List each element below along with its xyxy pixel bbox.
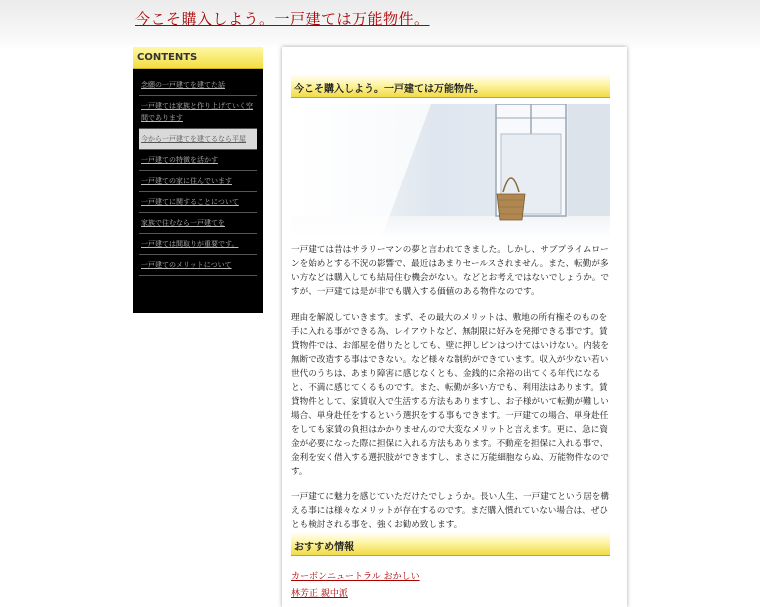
sidebar-item-link[interactable]: 一戸建てのメリットについて xyxy=(139,255,257,276)
recommend-heading: おすすめ情報 xyxy=(291,532,610,556)
main-content xyxy=(282,47,627,607)
intro-paragraph: 一戸建ては昔はサラリーマンの夢と言われてきました。しかし、サブプライムローンを始めとする不況の影響で、最近はあまりセールスされません。また、転勤が多い方などは購入しても結局住む機会がない。などとお考えではないでしょうか。ですが、一戸建ては是が非でも購入する価値のある物件なのです。 xyxy=(291,245,609,297)
sidebar-item-link[interactable]: 一戸建ては間取りが重要です。 xyxy=(139,234,257,255)
sidebar-nav xyxy=(133,75,263,276)
hero-image xyxy=(291,104,610,239)
sidebar xyxy=(133,47,263,313)
sidebar-header: CONTENTS xyxy=(133,47,263,69)
reason-paragraph: 理由を解説していきます。まず、その最大のメリットは、敷地の所有権そのものを手に入れる事ができる為、レイアウトなど、無制限に好みを発揮できる事です。賃貸物件では、お部屋を借りたとしても、壁に押しピンはつけてはいけない。内装を無断で改造する事はできない。など様々な制約ができています。収入が少ない若い世代のうちは、あまり障害に感じなくとも、金銭的に余裕の出てくる年代になると、不満に感じてくるものです。また、転勤が多い方でも、利用法はあります。賃貸物件として、家賃収入で生活する方法もありますし、お子様がいて転勤が難しい場合、単身赴任をするという選択をする事もできます。一戸建ての場合、単身赴任をしても家賃の負担はかかりませんので大変なメリットと言えます。更に、急に資金が必要になった際に担保に入れる方法もあります。不動産を担保に入れる事で、金利を安く借入する選択肢ができますし、まさに万能細胞ならぬ、万能物件なのです。 xyxy=(291,313,609,477)
closing-paragraph: 一戸建てに魅力を感じていただけたでしょうか。長い人生、一戸建てという居を構える事には様々なメリットが存在するのです。まだ購入慣れていない場合は、ぜひとも検討される事を、強くお勧め致します。 xyxy=(291,492,609,530)
room-photo-illustration xyxy=(291,104,610,239)
sidebar-item-link[interactable]: 一戸建ての家に住んでいます xyxy=(139,171,257,192)
sidebar-item-link[interactable]: 念願の一戸建てを建てた話 xyxy=(139,75,257,96)
recommend-link[interactable]: カーボンニュートラル おかしい xyxy=(291,572,420,582)
sidebar-item-link[interactable]: 一戸建ての特徴を活かす xyxy=(139,150,257,171)
site-title-link[interactable]: 今こそ購入しよう。一戸建ては万能物件。 xyxy=(135,10,430,28)
sidebar-item-link[interactable]: 一戸建ては家族と作り上げていく空間であります xyxy=(139,96,257,129)
recommend-link[interactable]: 林芳正 親中派 xyxy=(291,589,348,599)
sidebar-item-link-active[interactable]: 今から一戸建てを建てるなら平屋 xyxy=(139,129,257,150)
sidebar-item-link[interactable]: 一戸建てに関することについて xyxy=(139,192,257,213)
sidebar-item-link[interactable]: 家族で住むなら一戸建てを xyxy=(139,213,257,234)
page-heading: 今こそ購入しよう。一戸建ては万能物件。 xyxy=(291,74,610,98)
